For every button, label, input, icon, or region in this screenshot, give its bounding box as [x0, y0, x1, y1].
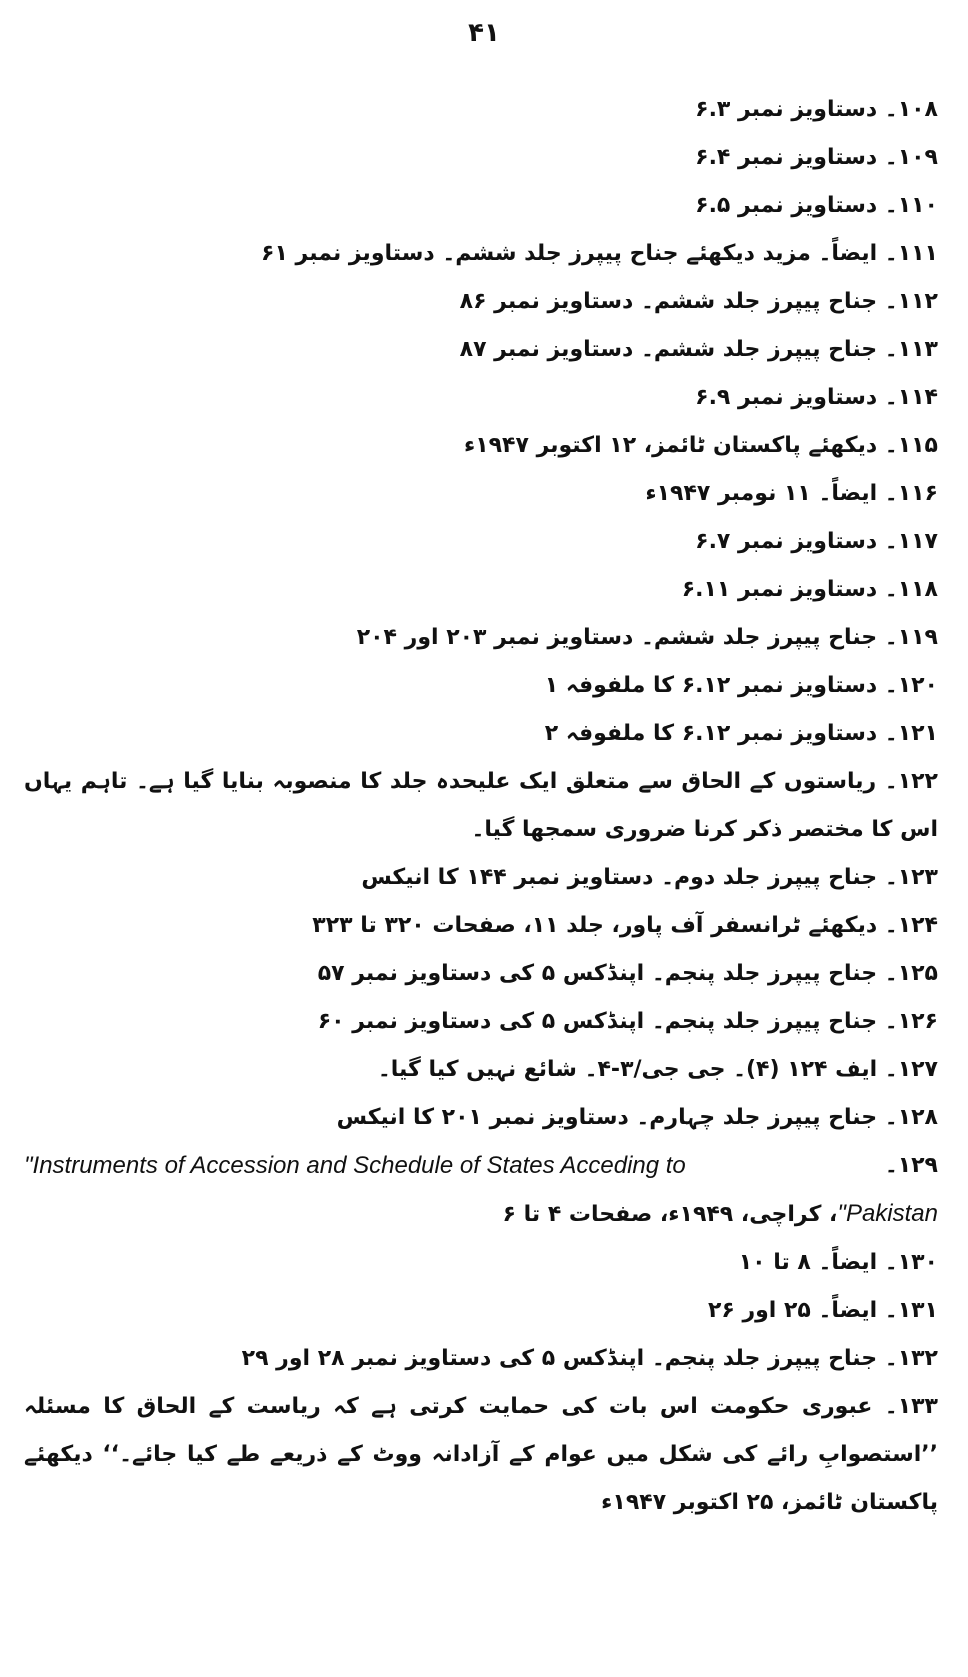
note-132: ۱۳۲۔ جناح پیپرز جلد پنجم۔ اپنڈکس ۵ کی دستاویز نمبر ۲۸ اور ۲۹	[241, 1346, 938, 1371]
note-129-line1	[24, 1142, 938, 1190]
note-133: ۱۳۳۔ عبوری حکومت اس بات کی حمایت کرتی ہے کہ ریاست کے الحاق کا مسئلہ ’’استصوابِ رائے کی شکل میں عوام کے آزادانہ ووٹ کے ذریعے طے کیا جائے۔‘‘ دیکھئے پاکستان ٹائمز، ۲۵ اکتوبر ۱۹۴۷ء	[24, 1394, 938, 1515]
note-128: ۱۲۸۔ جناح پیپرز جلد چہارم۔ دستاویز نمبر ۲۰۱ کا انیکس	[336, 1105, 938, 1130]
note-129-urdu-tail: ، کراچی، ۱۹۴۹ء، صفحات ۴ تا ۶	[502, 1202, 838, 1227]
note-122: ۱۲۲۔ ریاستوں کے الحاق سے متعلق ایک علیحدہ جلد کا منصوبہ بنایا گیا ہے۔ تاہم یہاں اس کا مختصر ذکر کرنا ضروری سمجھا گیا۔	[24, 769, 938, 842]
note-111: ۱۱۱۔ ایضاً۔ مزید دیکھئے جناح پیپرز جلد ششم۔ دستاویز نمبر ۶۱	[261, 241, 938, 266]
note-121: ۱۲۱۔ دستاویز نمبر ۶.۱۲ کا ملفوفہ ۲	[544, 721, 938, 746]
note-116: ۱۱۶۔ ایضاً۔ ۱۱ نومبر ۱۹۴۷ء	[645, 481, 938, 506]
note-108: ۱۰۸۔ دستاویز نمبر ۶.۳	[695, 97, 938, 122]
page-number: ۴۱	[468, 18, 500, 48]
note-129-line2	[24, 1190, 938, 1239]
note-117: ۱۱۷۔ دستاویز نمبر ۶.۷	[695, 529, 938, 554]
note-129-number: ۱۲۹۔	[884, 1153, 938, 1178]
note-115: ۱۱۵۔ دیکھئے پاکستان ٹائمز، ۱۲ اکتوبر ۱۹۴۷ء	[463, 433, 938, 458]
note-113: ۱۱۳۔ جناح پیپرز جلد ششم۔ دستاویز نمبر ۸۷	[459, 337, 938, 362]
note-124: ۱۲۴۔ دیکھئے ٹرانسفر آف پاور، جلد ۱۱، صفحات ۳۲۰ تا ۳۲۳	[312, 913, 938, 938]
note-126: ۱۲۶۔ جناح پیپرز جلد پنجم۔ اپنڈکس ۵ کی دستاویز نمبر ۶۰	[317, 1009, 938, 1034]
endnotes-list	[24, 86, 938, 1527]
note-119: ۱۱۹۔ جناح پیپرز جلد ششم۔ دستاویز نمبر ۲۰۳ اور ۲۰۴	[356, 625, 938, 650]
note-129-english-title: "Instruments of Accession and Schedule of States Acceding to	[24, 1152, 686, 1179]
note-109: ۱۰۹۔ دستاویز نمبر ۶.۴	[695, 145, 938, 170]
note-112: ۱۱۲۔ جناح پیپرز جلد ششم۔ دستاویز نمبر ۸۶	[459, 289, 938, 314]
note-129-english-tail: Pakistan"	[837, 1200, 938, 1227]
note-110: ۱۱۰۔ دستاویز نمبر ۶.۵	[695, 193, 938, 218]
note-130: ۱۳۰۔ ایضاً۔ ۸ تا ۱۰	[738, 1250, 938, 1275]
note-131: ۱۳۱۔ ایضاً۔ ۲۵ اور ۲۶	[707, 1298, 938, 1323]
note-127: ۱۲۷۔ ایف ۱۲۴ (۴)۔ جی جی/۳-۴۔ شائع نہیں کیا گیا۔	[377, 1057, 938, 1082]
note-125: ۱۲۵۔ جناح پیپرز جلد پنجم۔ اپنڈکس ۵ کی دستاویز نمبر ۵۷	[317, 961, 938, 986]
note-123: ۱۲۳۔ جناح پیپرز جلد دوم۔ دستاویز نمبر ۱۴۴ کا انیکس	[361, 865, 938, 890]
note-114: ۱۱۴۔ دستاویز نمبر ۶.۹	[695, 385, 938, 410]
note-120: ۱۲۰۔ دستاویز نمبر ۶.۱۲ کا ملفوفہ ۱	[544, 673, 938, 698]
note-118: ۱۱۸۔ دستاویز نمبر ۶.۱۱	[681, 577, 938, 602]
